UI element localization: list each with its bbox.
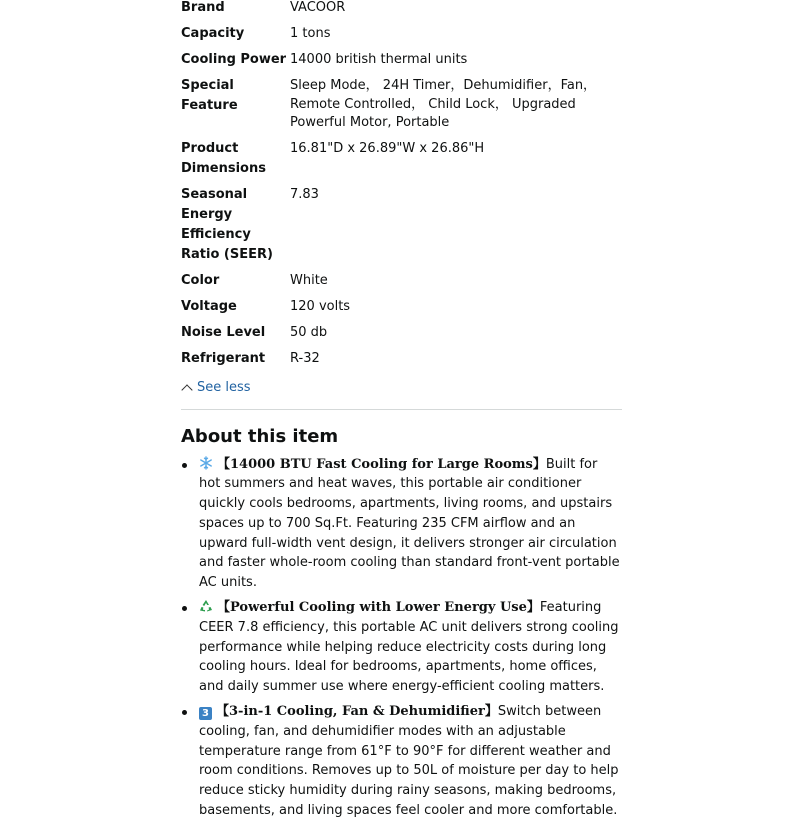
spec-label: Product Dimensions — [181, 140, 266, 176]
spec-value: White — [290, 272, 328, 288]
spec-value: 120 volts — [290, 298, 351, 314]
spec-row-special-feature — [181, 76, 622, 139]
spec-value: R-32 — [290, 350, 320, 366]
spec-value: Sleep Mode， 24H Timer，Dehumidifier，Fan，Remote Controlled， Child Lock， Upgraded Powerful Motor, Portable — [290, 78, 597, 130]
item-heading: 【Powerful Cooling with Lower Energy Use】 — [217, 600, 540, 616]
spec-row-product-dimensions — [181, 139, 622, 185]
spec-label: Cooling Power — [181, 52, 287, 67]
list-item — [181, 598, 622, 697]
item-text: Featuring CEER 7.8 efficiency, this portable AC unit delivers strong cooling performance while helping reduce electricity costs during long cooling hours. Ideal for bedrooms, apartments, home offices, and daily summer use where energy-efficient cooling matters. — [199, 600, 619, 695]
list-item — [181, 702, 622, 821]
chevron-up-icon — [181, 384, 192, 395]
bullet-dot — [182, 463, 187, 468]
spec-label: Capacity — [181, 26, 245, 41]
spec-label: Special Feature — [181, 78, 238, 113]
spec-value: 7.83 — [290, 186, 319, 202]
see-less-label: See less — [197, 379, 251, 395]
spec-value: 50 db — [290, 324, 328, 340]
spec-row-noise-level — [181, 323, 622, 349]
spec-label: Color — [181, 272, 220, 288]
item-text: Built for hot summers and heat waves, this portable air conditioner quickly cools bedrooms, apartments, living rooms, and upstairs spaces up to 700 Sq.Ft. Featuring 235 CFM airflow and an upward full-width vent design, it delivers stronger air circulation and faster whole-room cooling than standard front-vent portable AC units. — [199, 456, 620, 591]
item-text: Switch between cooling, fan, and dehumidifier modes with an adjustable temperature range from 61°F to 90°F for different weather and room conditions. Removes up to 50L of moisture per day to help reduce sticky humidity during rainy seasons, making bedrooms, basements, and living spaces feel cooler and more comfortable. — [199, 704, 619, 819]
spec-row-cooling-power — [181, 50, 622, 76]
recycle-icon — [199, 599, 213, 613]
spec-value: 16.81"D x 26.89"W x 26.86"H — [290, 140, 485, 156]
spec-row-brand — [181, 0, 622, 24]
keycap-3-icon: 3 — [199, 707, 212, 720]
spec-label: Brand — [181, 0, 225, 15]
spec-value: VACOOR — [290, 0, 346, 15]
see-less-link[interactable] — [181, 378, 622, 398]
bullet-dot — [182, 710, 187, 715]
about-title: About this item — [181, 425, 339, 447]
spec-row-color — [181, 271, 622, 297]
spec-label: Noise Level — [181, 324, 266, 340]
spec-row-capacity — [181, 24, 622, 50]
spec-value: 14000 british thermal units — [290, 52, 468, 67]
section-divider — [181, 409, 622, 410]
list-item — [181, 455, 622, 594]
snowflake-icon — [199, 456, 213, 470]
about-list — [181, 455, 622, 821]
spec-row-refrigerant — [181, 349, 622, 375]
spec-value: 1 tons — [290, 26, 331, 41]
item-heading: 【14000 BTU Fast Cooling for Large Rooms】 — [217, 456, 546, 472]
spec-row-voltage — [181, 297, 622, 323]
item-heading: 【3-in-1 Cooling, Fan & Dehumidifier】 — [216, 704, 498, 720]
spec-label: Voltage — [181, 298, 237, 314]
product-details — [181, 0, 622, 826]
bullet-dot — [182, 606, 187, 611]
specs-table — [181, 0, 622, 375]
spec-label: Seasonal Energy Efficiency Ratio (SEER) — [181, 186, 273, 262]
spec-label: Refrigerant — [181, 350, 266, 366]
spec-row-seer — [181, 185, 622, 271]
